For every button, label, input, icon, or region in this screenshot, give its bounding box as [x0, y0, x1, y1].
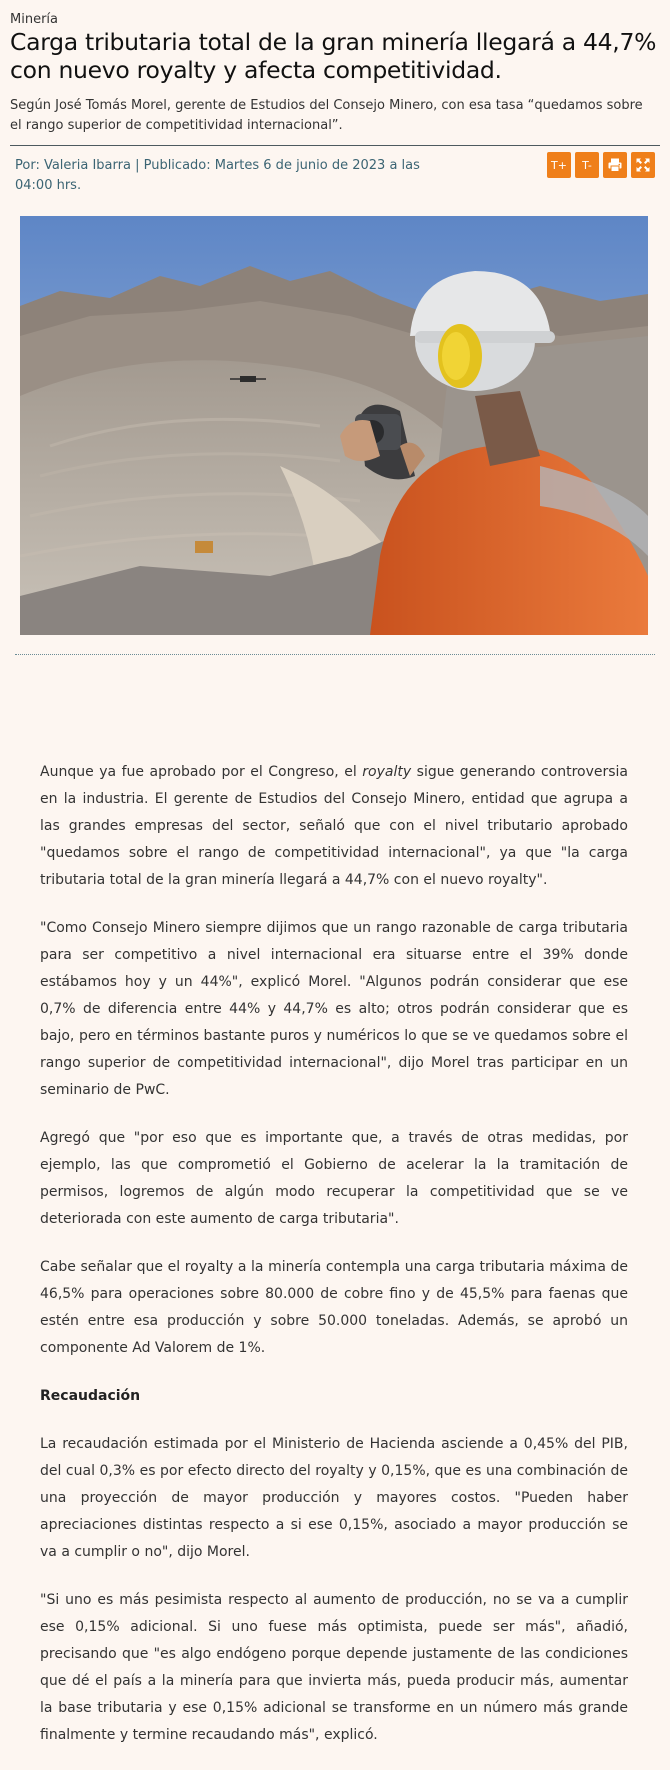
- printer-icon: [607, 157, 623, 173]
- byline: Por: Valeria Ibarra | Publicado: Martes 6 de junio de 2023 a las 04:00 hrs.: [15, 158, 420, 193]
- paragraph-1-text-a: Aunque ya fue aprobado por el Congreso, el: [40, 764, 363, 780]
- paragraph-5: La recaudación estimada por el Ministerio de Hacienda asciende a 0,45% del PIB, del cual 0,3% es por efecto directo del royalty y 0,15%, que es una combinación de una proyección de mayor producción y mayores costos. "Pueden haber apreciaciones distintas respecto a si ese 0,15%, asociado a mayor producción se va a cumplir o no", dijo Morel.: [40, 1436, 628, 1560]
- section-heading: Recaudación: [40, 1388, 141, 1404]
- mine-worker-photo: [20, 216, 648, 635]
- paragraph-1-text-b: sigue generando controversia en la industria. El gerente de Estudios del Consejo Minero, entidad que agrupa a las grandes empresas del sector, señaló que con el nivel tributario aprobado "quedamos sobre el rango de competitividad internacional", ya que "la carga tributaria total de la gran minería llegará a 44,7% con el nuevo royalty".: [40, 764, 628, 888]
- paragraph-3: Agregó que "por eso que es importante que, a través de otras medidas, por ejemplo, las que comprometió el Gobierno de acelerar la la tramitación de permisos, logremos de algún modo recuperar la competitividad que se ve deteriorada con este aumento de carga tributaria".: [40, 1130, 628, 1227]
- fullscreen-icon: [635, 157, 651, 173]
- fullscreen-button[interactable]: [631, 152, 655, 178]
- header-divider: [10, 145, 660, 146]
- photo-divider: [15, 654, 655, 655]
- paragraph-1-italic: royalty: [362, 764, 412, 780]
- article-headline: Carga tributaria total de la gran minería llegará a 44,7% con nuevo royalty y afecta competitividad.: [10, 28, 657, 84]
- paragraph-6: "Si uno es más pesimista respecto al aumento de producción, no se va a cumplir ese 0,15% adicional. Si uno fuese más optimista, puede ser más", añadió, precisando que "es algo endógeno porque depende justamente de las condiciones que dé el país a la minería para que invierta más, pueda producir más, aumentar la base tributaria y ese 0,15% adicional se transforme en un número más grande finalmente y termine recaudando más", explicó.: [40, 1592, 628, 1743]
- font-increase-button[interactable]: T+: [547, 152, 571, 178]
- paragraph-2: "Como Consejo Minero siempre dijimos que un rango razonable de carga tributaria para ser competitivo a nivel internacional era situarse entre el 39% donde estábamos hoy y un 44%", explicó Morel. "Algunos podrán considerar que ese 0,7% de diferencia entre 44% y 44,7% es alto; otros podrán considerar que es bajo, pero en términos bastante puros y numéricos lo que se ve quedamos sobre el rango superior de competitividad internacional", dijo Morel tras participar en un seminario de PwC.: [40, 920, 628, 1098]
- paragraph-1: [40, 759, 628, 894]
- section-label[interactable]: Minería: [10, 12, 58, 27]
- article-tools: [547, 152, 655, 178]
- article-photo: [20, 216, 648, 635]
- font-decrease-button[interactable]: T-: [575, 152, 599, 178]
- article-subtitle: Según José Tomás Morel, gerente de Estudios del Consejo Minero, con esa tasa “quedamos sobre el rango superior de competitividad internacional”.: [10, 98, 643, 133]
- print-button[interactable]: [603, 152, 627, 178]
- article-body: [40, 759, 628, 1770]
- paragraph-4: Cabe señalar que el royalty a la minería contempla una carga tributaria máxima de 46,5% para operaciones sobre 80.000 de cobre fino y de 45,5% para faenas que estén entre esa producción y sobre 50.000 toneladas. Además, se aprobó un componente Ad Valorem de 1%.: [40, 1259, 628, 1356]
